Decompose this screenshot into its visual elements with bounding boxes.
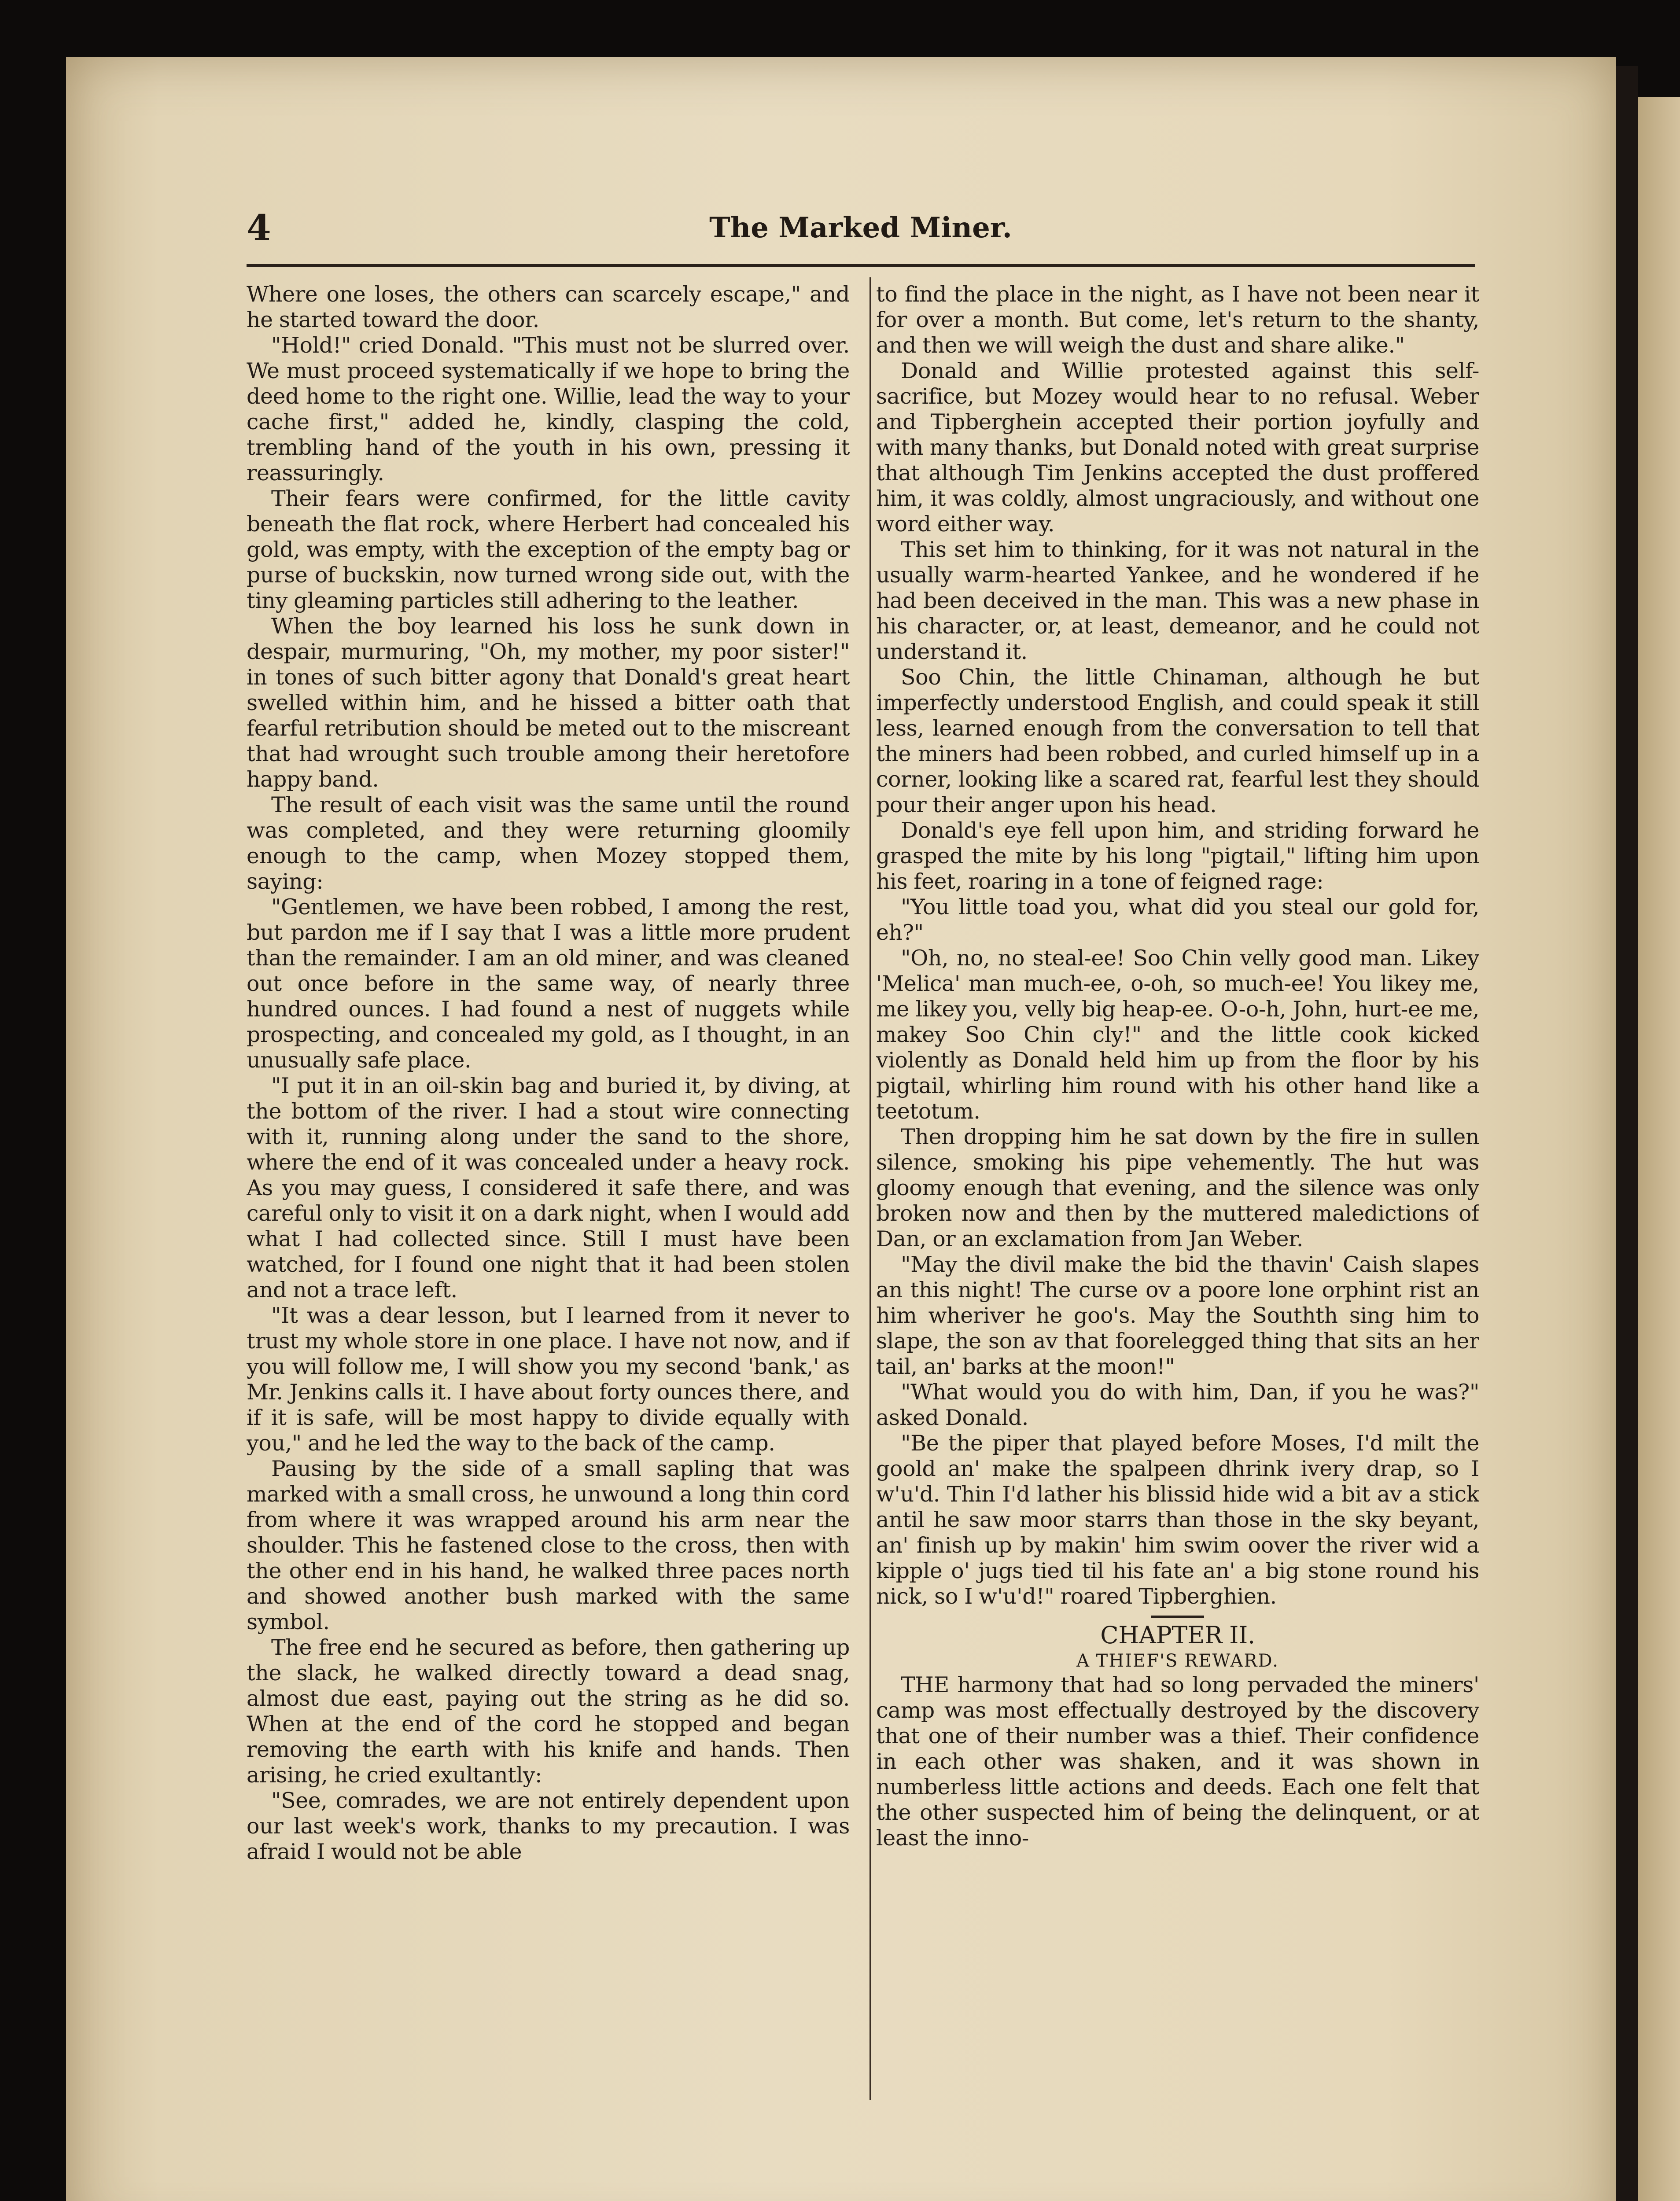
header-rule [247, 264, 1475, 267]
paragraph: The free end he secured as before, then gathering up the slack, he walked directly toward a dead snag, almost due east, paying out the string as he did so. When at the end of the cord he stopped and began removing the earth with his knife and hands. Then arising, he cried exultantly: [247, 1635, 850, 1788]
page-spine [1616, 66, 1638, 2201]
running-title: The Marked Miner. [709, 211, 1012, 244]
paragraph: Where one loses, the others can scarcely escape," and he started toward the door. [247, 282, 850, 332]
paragraph: "Hold!" cried Donald. "This must not be slurred over. We must proceed systematically if we hope to bring the deed home to the right one. Willie, lead the way to your cache first," added he, kindly, clasping the cold, trembling hand of the youth in his own, pressing it reassuringly. [247, 333, 850, 486]
facing-page-edge [1638, 97, 1680, 2201]
paragraph: Soo Chin, the little Chinaman, although he but imperfectly understood English, and could speak it still less, learned enough from the conversation to tell that the miners had been robbed, and curled himself up in a corner, looking like a scared rat, fearful lest they should pour their anger upon his head. [876, 665, 1479, 817]
paragraph: When the boy learned his loss he sunk down in despair, murmuring, "Oh, my mother, my poor sister!" in tones of such bitter agony that Donald's great heart swelled within him, and he hissed a bitter oath that fearful retribution should be meted out to the miscreant that had wrought such trouble among their heretofore happy band. [247, 614, 850, 792]
page-number: 4 [247, 207, 271, 248]
column-divider [869, 277, 871, 2100]
paragraph: "Be the piper that played before Moses, I'd milt the goold an' make the spalpeen dhrink ivery drap, so I w'u'd. Thin I'd lather his blissid hide wid a bit av a stick antil he saw moor starrs than those in the sky beyant, an' finish up by makin' him swim oover the river wid a kipple o' jugs tied til his fate an' a big stone round his nick, so I w'u'd!" roared Tipberghien. [876, 1431, 1479, 1609]
paragraph: "May the divil make the bid the thavin' Caish slapes an this night! The curse ov a poore lone orphint rist an him wheriver he goo's. May the Southth sing him to slape, the son av that foorelegged thing that sits an her tail, an' barks at the moon!" [876, 1252, 1479, 1379]
left-column [247, 282, 850, 2109]
paragraph: Then dropping him he sat down by the fire in sullen silence, smoking his pipe vehemently. The hut was gloomy enough that evening, and the silence was only broken now and then by the muttered maledictions of Dan, or an exclamation from Jan Weber. [876, 1124, 1479, 1251]
paragraph: "I put it in an oil-skin bag and buried it, by diving, at the bottom of the river. I had a stout wire connecting with it, running along under the sand to the shore, where the end of it was concealed under a heavy rock. As you may guess, I considered it safe there, and was careful only to visit it on a dark night, when I would add what I had collected since. Still I must have been watched, for I found one night that it had been stolen and not a trace left. [247, 1073, 850, 1303]
paragraph: Donald and Willie protested against this self-sacrifice, but Mozey would hear to no refusal. Weber and Tipberghein accepted their portion joyfully and with many thanks, but Donald noted with great surprise that although Tim Jenkins accepted the dust proffered him, it was coldly, almost ungraciously, and without one word either way. [876, 358, 1479, 537]
paragraph: "See, comrades, we are not entirely dependent upon our last week's work, thanks to my precaution. I was afraid I would not be able [247, 1788, 850, 1864]
chapter-subtitle: A THIEF'S REWARD. [1076, 1651, 1279, 1671]
paragraph: THE harmony that had so long pervaded the miners' camp was most effectually destroyed by the discovery that one of their number was a thief. Their confidence in each other was shaken, and it was shown in numberless little actions and deeds. Each one felt that the other suspected him of being the delinquent, or at least the inno- [876, 1672, 1479, 1851]
chapter-separator [1151, 1616, 1204, 1618]
paragraph: "Gentlemen, we have been robbed, I among the rest, but pardon me if I say that I was a little more prudent than the remainder. I am an old miner, and was cleaned out once before in the same way, of nearly three hundred ounces. I had found a nest of nuggets while prospecting, and concealed my gold, as I thought, in an unusually safe place. [247, 894, 850, 1073]
paragraph: Pausing by the side of a small sapling that was marked with a small cross, he unwound a long thin cord from where it was wrapped around his arm near the shoulder. This he fastened close to the cross, then with the other end in his hand, he walked three paces north and showed another bush marked with the same symbol. [247, 1456, 850, 1634]
paragraph: The result of each visit was the same until the round was completed, and they were returning gloomily enough to the camp, when Mozey stopped them, saying: [247, 792, 850, 894]
paragraph: "Oh, no, no steal-ee! Soo Chin velly good man. Likey 'Melica' man much-ee, o-oh, so much-ee! You likey me, me likey you, velly big heap-ee. O-o-h, John, hurt-ee me, makey Soo Chin cly!" and the little cook kicked violently as Donald held him up from the floor by his pigtail, whirling him round with his other hand like a teetotum. [876, 946, 1479, 1124]
paragraph: This set him to thinking, for it was not natural in the usually warm-hearted Yankee, and he wondered if he had been deceived in the man. This was a new phase in his character, or, at least, demeanor, and he could not understand it. [876, 537, 1479, 664]
chapter-title: CHAPTER II. [1100, 1621, 1255, 1649]
paragraph: Donald's eye fell upon him, and striding forward he grasped the mite by his long "pigtail," lifting him upon his feet, roaring in a tone of feigned rage: [876, 818, 1479, 894]
page-header [247, 207, 1475, 273]
paragraph: to find the place in the night, as I have not been near it for over a month. But come, let's return to the shanty, and then we will weigh the dust and share alike." [876, 282, 1479, 358]
paragraph: "You little toad you, what did you steal our gold for, eh?" [876, 894, 1479, 945]
paragraph: "What would you do with him, Dan, if you he was?" asked Donald. [876, 1380, 1479, 1430]
right-column [876, 282, 1479, 2109]
paragraph: "It was a dear lesson, but I learned from it never to trust my whole store in one place. I have not now, and if you will follow me, I will show you my second 'bank,' as Mr. Jenkins calls it. I have about forty ounces there, and if it is safe, will be most happy to divide equally with you," and he led the way to the back of the camp. [247, 1303, 850, 1456]
paragraph: Their fears were confirmed, for the little cavity beneath the flat rock, where Herbert had concealed his gold, was empty, with the exception of the empty bag or purse of buckskin, now turned wrong side out, with the tiny gleaming particles still adhering to the leather. [247, 486, 850, 613]
